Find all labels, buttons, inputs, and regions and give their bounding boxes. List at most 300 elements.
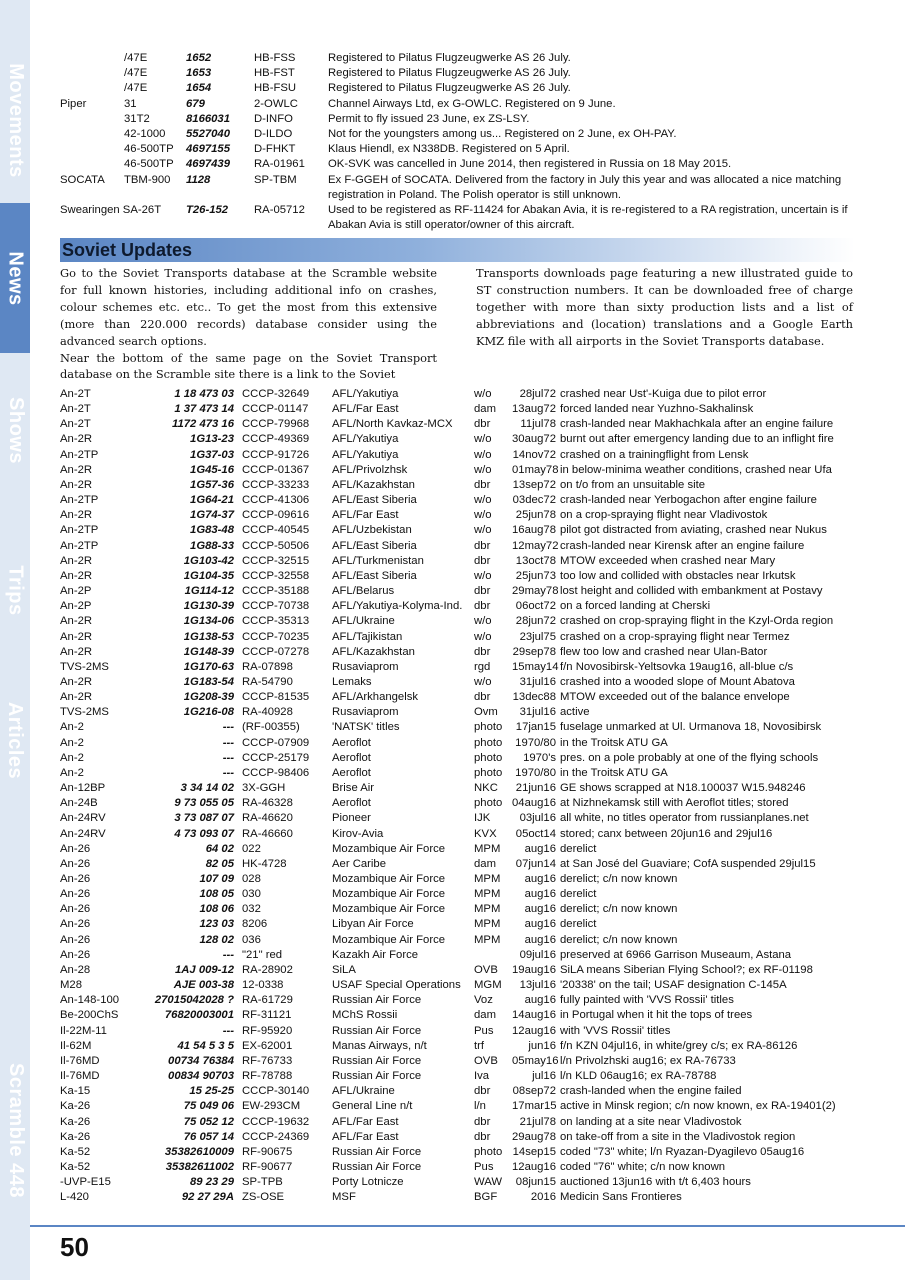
cell-reg: 12-0338 — [242, 979, 284, 992]
cell-reg: EX-62001 — [242, 1039, 293, 1052]
cell-note: derelict — [560, 918, 597, 931]
cell-note: coded "76" white; c/n now known — [560, 1160, 726, 1173]
cell-fate: MPM — [474, 933, 501, 946]
cell-reg: CCCP-50506 — [242, 539, 310, 552]
cell-reg: CCCP-01147 — [242, 403, 309, 416]
cell-op: Rusaviaprom — [332, 660, 399, 673]
cell-op: Russian Air Force — [332, 1024, 422, 1037]
cell-date: aug16 — [524, 918, 556, 931]
cell-note: crashed on a crop-spraying flight near Termez — [560, 630, 790, 643]
cell-type: /47E — [124, 67, 148, 80]
section-header — [60, 238, 855, 262]
cell-date: 21jun16 — [515, 782, 556, 795]
cell-reg: CCCP-32649 — [242, 388, 310, 400]
cell-type: An-2TP — [60, 448, 99, 461]
table-row — [60, 493, 860, 508]
cell-type: 31T2 — [124, 112, 150, 125]
cell-reg: SP-TBM — [254, 173, 297, 186]
cell-cn: AJE 003-38 — [173, 979, 234, 992]
cell-op: AFL/Yakutiya — [332, 433, 399, 446]
cell-type: An-2R — [60, 569, 93, 582]
registry-table — [60, 51, 860, 233]
cell-fate: dbr — [474, 1115, 491, 1128]
cell-date: 03dec72 — [512, 494, 556, 507]
cell-op: Manas Airways, n/t — [332, 1039, 427, 1052]
sidebar-tab-shows[interactable]: Shows — [4, 396, 27, 464]
cell-cn: 679 — [186, 97, 205, 110]
cell-cn: 1 37 473 14 — [174, 403, 234, 416]
cell-cn: 5527040 — [186, 128, 230, 141]
cell-type: An-26 — [60, 903, 91, 916]
cell-date: 03jul16 — [519, 812, 556, 825]
cell-cn: 1 18 473 03 — [174, 388, 234, 400]
table-row — [60, 584, 860, 599]
cell-op: Russian Air Force — [332, 1054, 422, 1067]
cell-op: AFL/Kazakhstan — [332, 478, 415, 491]
table-row — [60, 1145, 860, 1160]
cell-note: Klaus Hiendl, ex N338DB. Registered on 5 April. — [328, 143, 570, 156]
cell-reg: 032 — [242, 903, 261, 916]
cell-type: Il-76MD — [60, 1054, 100, 1067]
cell-note: GE shows scrapped at N18.100037 W15.948246 — [560, 782, 806, 795]
cell-make — [60, 81, 124, 96]
cell-type: An-2 — [60, 721, 84, 734]
cell-fate: MGM — [474, 979, 502, 992]
cell-type: An-24RV — [60, 812, 106, 825]
cell-note: pres. on a pole probably at one of the flying schools — [560, 751, 819, 764]
cell-op: AFL/East Siberia — [332, 539, 417, 552]
cell-cn: 27015042028 ? — [154, 994, 234, 1007]
cell-date: 15may14 — [512, 660, 559, 673]
table-row — [60, 1130, 860, 1145]
cell-date: 13aug72 — [512, 403, 556, 416]
cell-fate: dbr — [474, 1085, 491, 1098]
cell-date: 31jul16 — [519, 706, 556, 719]
cell-note: on a crop-spraying flight near Vladivostok — [560, 509, 768, 522]
cell-op: AFL/Ukraine — [332, 1085, 395, 1098]
cell-reg: CCCP-07909 — [242, 736, 310, 749]
cell-type: An-148-100 — [60, 994, 120, 1007]
cell-note: fully painted with 'VVS Rossii' titles — [560, 994, 734, 1007]
cell-note: Registered to Pilatus Flugzeugwerke AS 26 July. — [328, 82, 571, 95]
cell-op: AFL/Kazakhstan — [332, 645, 415, 658]
cell-type: Ka-52 — [60, 1160, 91, 1173]
cell-date: 14sep15 — [512, 1145, 556, 1158]
cell-reg: RF-31121 — [242, 1009, 292, 1022]
cell-fate: dbr — [474, 585, 491, 598]
cell-type: An-26 — [60, 948, 91, 961]
table-row — [60, 645, 860, 660]
cell-op: Mozambique Air Force — [332, 873, 446, 885]
cell-fate: BGF — [474, 1191, 498, 1204]
cell-reg: RA-01961 — [254, 158, 305, 171]
cell-cn: 1G114-12 — [184, 585, 234, 598]
cell-type: An-2TP — [60, 539, 99, 552]
cell-reg: 2-OWLC — [254, 97, 298, 110]
cell-note: '20338' on the tail; USAF designation C-145A — [560, 979, 787, 992]
table-row — [60, 387, 860, 402]
table-row — [60, 993, 860, 1008]
cell-op: Aer Caribe — [332, 857, 386, 870]
cell-note: on t/o from an unsuitable site — [560, 478, 706, 491]
cell-cn: 1G104-35 — [183, 569, 234, 582]
cell-date: 25jun78 — [515, 509, 556, 522]
cell-op: AFL/Far East — [332, 509, 399, 522]
cell-date: 1970/80 — [515, 766, 556, 779]
table-row — [60, 66, 860, 81]
cell-fate: w/o — [474, 615, 492, 628]
cell-fate: dbr — [474, 1130, 491, 1143]
table-row — [60, 478, 860, 493]
table-row — [60, 112, 860, 127]
cell-op: AFL/Yakutiya — [332, 388, 399, 400]
table-row — [60, 1069, 860, 1084]
cell-date: 09jul16 — [519, 948, 556, 961]
sidebar-tab-trips[interactable]: Trips — [4, 564, 27, 616]
sidebar-tab-news[interactable]: News — [0, 203, 30, 353]
cell-type: Be-200ChS — [60, 1009, 119, 1022]
cell-cn: 00834 90703 — [168, 1070, 234, 1083]
cell-fate: KVX — [474, 827, 497, 840]
cell-op: AFL/Arkhangelsk — [332, 691, 419, 704]
cell-date: 17mar15 — [512, 1100, 557, 1113]
cell-reg: HB-FST — [254, 67, 295, 80]
cell-type: An-2T — [60, 388, 91, 400]
cell-op: AFL/Far East — [332, 403, 399, 416]
cell-op: Rusaviaprom — [332, 706, 399, 719]
cell-cn: 128 02 — [199, 933, 234, 946]
cell-reg: RA-46620 — [242, 812, 293, 825]
cell-reg: CCCP-32515 — [242, 554, 310, 567]
cell-cn: 76820003001 — [164, 1009, 234, 1022]
cell-op: AFL/East Siberia — [332, 569, 417, 582]
cell-reg: CCCP-01367 — [242, 463, 310, 476]
sidebar-tab-movements[interactable]: Movements — [4, 62, 27, 178]
cell-type: An-24RV — [60, 827, 106, 840]
cell-cn: 108 05 — [199, 888, 234, 901]
cell-make: Swearingen SA-26T — [60, 204, 162, 217]
table-row — [60, 508, 860, 523]
cell-op: AFL/Yakutiya-Kolyma-Ind. — [332, 600, 463, 613]
cell-type: An-2 — [60, 736, 84, 749]
cell-note: too low and collided with obstacles near Irkutsk — [560, 569, 796, 582]
cell-op: Aeroflot — [332, 766, 371, 779]
cell-cn: 1G148-39 — [183, 645, 234, 658]
cell-cn: 1G208-39 — [183, 691, 234, 704]
table-row — [60, 978, 860, 993]
table-row — [60, 811, 860, 826]
cell-cn: 1G57-36 — [190, 478, 234, 491]
cell-cn: 1G37-03 — [190, 448, 234, 461]
cell-note: derelict — [560, 888, 597, 901]
cell-cn: T26-152 — [186, 204, 229, 217]
cell-fate: w/o — [474, 569, 492, 582]
cell-note: pilot got distracted from aviating, crashed near Nukus — [560, 524, 827, 537]
cell-date: 12may72 — [512, 539, 559, 552]
cell-fate: Pus — [474, 1024, 494, 1037]
cell-type: Ka-26 — [60, 1130, 91, 1143]
table-row — [60, 751, 860, 766]
sidebar-tab-articles[interactable]: Articles — [4, 701, 27, 779]
table-row — [60, 203, 860, 233]
table-row — [60, 917, 860, 932]
cell-note: active — [560, 706, 590, 719]
cell-note: crash-landed near Kirensk after an engine failure — [560, 539, 805, 552]
table-row — [60, 1099, 860, 1114]
cell-type: 42-1000 — [124, 128, 166, 141]
cell-fate: w/o — [474, 494, 492, 507]
cell-cn: 1G138-53 — [183, 630, 234, 643]
cell-note: Registered to Pilatus Flugzeugwerke AS 26 July. — [328, 67, 571, 80]
cell-cn: --- — [222, 721, 234, 734]
cell-type: An-26 — [60, 933, 91, 946]
cell-make — [60, 66, 124, 81]
cell-reg: SP-TPB — [242, 1176, 283, 1189]
cell-type: An-2R — [60, 615, 93, 628]
cell-reg: CCCP-81535 — [242, 691, 310, 704]
cell-reg: CCCP-98406 — [242, 766, 310, 779]
cell-note: OK-SVK was cancelled in June 2014, then registered in Russia on 18 May 2015. — [328, 158, 732, 171]
cell-op: AFL/Ukraine — [332, 615, 395, 628]
section-sidebar — [0, 0, 30, 1280]
intro-paragraph: Go to the Soviet Transports database at the Scramble website for full known histories, including additional info on crashes, colour schemes etc. etc.. To get the most from this extensive (more than 220.000 records) database consider using the advanced search options. — [60, 266, 437, 348]
cell-cn: --- — [222, 736, 234, 749]
cell-fate: l/n — [474, 1100, 486, 1113]
cell-fate: dbr — [474, 691, 491, 704]
cell-cn: 8166031 — [186, 112, 230, 125]
cell-cn: 1G45-16 — [190, 463, 234, 476]
cell-op: Lemaks — [332, 675, 372, 688]
cell-type: An-2TP — [60, 494, 99, 507]
cell-date: jul16 — [532, 1070, 556, 1083]
cell-type: /47E — [124, 82, 148, 95]
cell-date: 28jul72 — [519, 388, 556, 400]
cell-reg: HB-FSU — [254, 82, 297, 95]
cell-op: Mozambique Air Force — [332, 888, 446, 901]
cell-cn: 35382610009 — [164, 1145, 234, 1158]
cell-fate — [474, 948, 512, 963]
cell-fate: dam — [474, 403, 496, 416]
cell-reg: RA-54790 — [242, 675, 293, 688]
cell-reg: CCCP-70235 — [242, 630, 310, 643]
cell-make — [60, 127, 124, 142]
cell-reg: D-ILDO — [254, 128, 293, 141]
cell-reg: CCCP-35188 — [242, 585, 310, 598]
cell-date: 01may78 — [512, 463, 559, 476]
cell-date: 13sep72 — [512, 478, 556, 491]
cell-cn: 1172 473 16 — [172, 418, 234, 431]
table-row — [60, 1008, 860, 1023]
cell-type: 46-500TP — [124, 158, 174, 171]
cell-fate: photo — [474, 1145, 503, 1158]
cell-reg: RF-90675 — [242, 1145, 293, 1158]
cell-op: Mozambique Air Force — [332, 903, 446, 916]
cell-op: 'NATSK' titles — [332, 721, 400, 734]
cell-date: aug16 — [524, 933, 556, 946]
intro-paragraph: Transports downloads page featuring a new illustrated guide to ST construction numbers. It can be downloaded free of charge together with more than sixty production lists and a list of abbreviations and (location) translations and a Google Earth KMZ file with all airports in the Soviet Transports database. — [476, 266, 853, 348]
cell-date: aug16 — [524, 873, 556, 885]
cell-cn: 123 03 — [199, 918, 234, 931]
cell-reg: RA-28902 — [242, 963, 293, 976]
cell-op: Russian Air Force — [332, 1145, 422, 1158]
cell-date: 08sep72 — [512, 1085, 556, 1098]
cell-cn: 15 25-25 — [189, 1085, 234, 1098]
cell-reg: 028 — [242, 873, 261, 885]
table-row — [60, 523, 860, 538]
cell-make: Piper — [60, 97, 87, 110]
cell-op: AFL/Yakutiya — [332, 448, 399, 461]
table-row — [60, 630, 860, 645]
cell-fate: MPM — [474, 873, 501, 885]
cell-type: Ka-15 — [60, 1085, 91, 1098]
table-row — [60, 51, 860, 66]
cell-type: An-26 — [60, 873, 91, 885]
cell-note: crashed on a trainingflight from Lensk — [560, 448, 749, 461]
soviet-updates-table — [60, 387, 860, 1205]
cell-note: MTOW exceeded out of the balance envelope — [560, 691, 790, 704]
cell-type: An-2R — [60, 478, 93, 491]
table-row — [60, 1175, 860, 1190]
cell-make — [60, 112, 124, 127]
cell-reg: D-INFO — [254, 112, 293, 125]
cell-note: flew too low and crashed near Ulan-Bator — [560, 645, 768, 658]
table-row — [60, 142, 860, 157]
cell-reg: (RF-00355) — [242, 721, 300, 734]
cell-type: -UVP-E15 — [60, 1176, 111, 1189]
cell-reg: RF-90677 — [242, 1160, 293, 1173]
cell-note: Ex F-GGEH of SOCATA. Delivered from the factory in July this year and was allocated a nice matching registration in Poland. The Polish operator is still unknown. — [328, 173, 842, 201]
cell-note: Permit to fly issued 23 June, ex ZS-LSY. — [328, 112, 530, 125]
cell-cn: 1654 — [186, 82, 212, 95]
cell-note: lost height and collided with embankment at Postavy — [560, 585, 823, 598]
cell-fate: MPM — [474, 918, 501, 931]
cell-note: f/n KZN 04jul16, in white/grey c/s; ex RA-86126 — [560, 1039, 798, 1052]
table-row — [60, 1084, 860, 1099]
cell-note: Medicin Sans Frontieres — [560, 1191, 682, 1204]
cell-op: AFL/North Kavkaz-MCX — [332, 418, 453, 431]
table-row — [60, 1190, 860, 1205]
cell-cn: 64 02 — [205, 842, 234, 855]
cell-cn: 1G183-54 — [183, 675, 234, 688]
table-row — [60, 432, 860, 447]
cell-op: Aeroflot — [332, 797, 371, 810]
cell-reg: CCCP-41306 — [242, 494, 310, 507]
cell-reg: CCCP-40545 — [242, 524, 310, 537]
cell-op: Mozambique Air Force — [332, 933, 446, 946]
cell-fate: Ovm — [474, 706, 498, 719]
cell-op: Brise Air — [332, 782, 375, 795]
cell-date: 1970/80 — [515, 736, 556, 749]
table-row — [60, 417, 860, 432]
cell-reg: RA-07898 — [242, 660, 293, 673]
cell-op: AFL/Turkmenistan — [332, 554, 424, 567]
cell-date: 28jun72 — [515, 615, 556, 628]
cell-note: in the Troitsk ATU GA — [560, 736, 668, 749]
cell-reg: ZS-OSE — [242, 1191, 285, 1204]
cell-note: derelict; c/n now known — [560, 933, 678, 946]
cell-reg: HK-4728 — [242, 857, 287, 870]
cell-op: Pioneer — [332, 812, 371, 825]
table-row — [60, 599, 860, 614]
cell-note: Channel Airways Ltd, ex G-OWLC. Registered on 9 June. — [328, 97, 616, 110]
cell-cn: 35382611002 — [165, 1160, 234, 1173]
cell-op: Porty Lotnicze — [332, 1176, 404, 1189]
cell-type: An-26 — [60, 888, 91, 901]
cell-note: active in Minsk region; c/n now known, ex RA-19401(2) — [560, 1100, 836, 1113]
table-row — [60, 796, 860, 811]
cell-cn: 00734 76384 — [168, 1054, 234, 1067]
cell-reg: RA-46328 — [242, 797, 293, 810]
table-row — [60, 157, 860, 172]
table-row — [60, 963, 860, 978]
cell-type: 46-500TP — [124, 143, 174, 156]
cell-date: 2016 — [530, 1191, 556, 1204]
cell-cn: 76 057 14 — [183, 1130, 234, 1143]
cell-op: Russian Air Force — [332, 1160, 422, 1173]
cell-date: aug16 — [524, 903, 556, 916]
cell-op: Libyan Air Force — [332, 918, 414, 931]
cell-fate: OVB — [474, 963, 498, 976]
cell-note: crash-landed when the engine failed — [560, 1085, 742, 1098]
cell-cn: 107 09 — [199, 873, 234, 885]
cell-date: 13jul16 — [519, 979, 556, 992]
cell-date: 19aug16 — [512, 963, 556, 976]
cell-fate: MPM — [474, 888, 501, 901]
cell-date: jun16 — [528, 1039, 556, 1052]
cell-reg: RF-95920 — [242, 1024, 293, 1037]
footer-rule — [30, 1225, 905, 1227]
cell-note: l/n KLD 06aug16; ex RA-78788 — [560, 1070, 717, 1083]
cell-reg: "21" red — [242, 948, 283, 961]
cell-date: 23jul75 — [519, 630, 556, 643]
cell-date: 14aug16 — [512, 1009, 556, 1022]
cell-type: Il-22M-11 — [60, 1024, 107, 1037]
cell-cn: 108 06 — [199, 903, 234, 916]
cell-note: on landing at a site near Vladivostok — [560, 1115, 742, 1128]
cell-fate: Voz — [474, 994, 493, 1007]
cell-note: auctioned 13jun16 with t/t 6,403 hours — [560, 1176, 751, 1189]
table-row — [60, 705, 860, 720]
cell-make: SOCATA — [60, 173, 105, 186]
sidebar-tab-scramble[interactable]: Scramble 448 — [4, 1062, 27, 1198]
cell-date: aug16 — [524, 888, 556, 901]
cell-fate: Pus — [474, 1160, 494, 1173]
cell-op: Kazakh Air Force — [332, 948, 419, 961]
table-row — [60, 887, 860, 902]
cell-op: Kirov-Avia — [332, 827, 384, 840]
cell-type: An-2 — [60, 766, 84, 779]
cell-date: 21jul78 — [519, 1115, 556, 1128]
cell-fate: w/o — [474, 463, 492, 476]
intro-paragraph: Near the bottom of the same page on the Soviet Transport database on the Scramble site there is a link to the Soviet — [60, 350, 437, 382]
cell-type: An-26 — [60, 918, 91, 931]
cell-note: derelict; c/n now known — [560, 873, 678, 885]
cell-note: SiLA means Siberian Flying School?; ex RF-01198 — [560, 963, 813, 976]
cell-cn: 1G216-08 — [183, 706, 234, 719]
cell-cn: --- — [222, 948, 234, 961]
cell-fate: dam — [474, 1009, 496, 1022]
cell-date: 12aug16 — [512, 1160, 556, 1173]
cell-note: preserved at 6966 Garrison Museaum, Astana — [560, 948, 792, 961]
cell-date: 1970's — [523, 751, 556, 764]
cell-fate: dbr — [474, 600, 491, 613]
cell-fate: w/o — [474, 524, 492, 537]
cell-op: Mozambique Air Force — [332, 842, 446, 855]
cell-fate: dbr — [474, 478, 491, 491]
cell-date: 29aug78 — [512, 1130, 556, 1143]
cell-type: An-2T — [60, 403, 91, 416]
intro-column-right — [476, 265, 853, 350]
